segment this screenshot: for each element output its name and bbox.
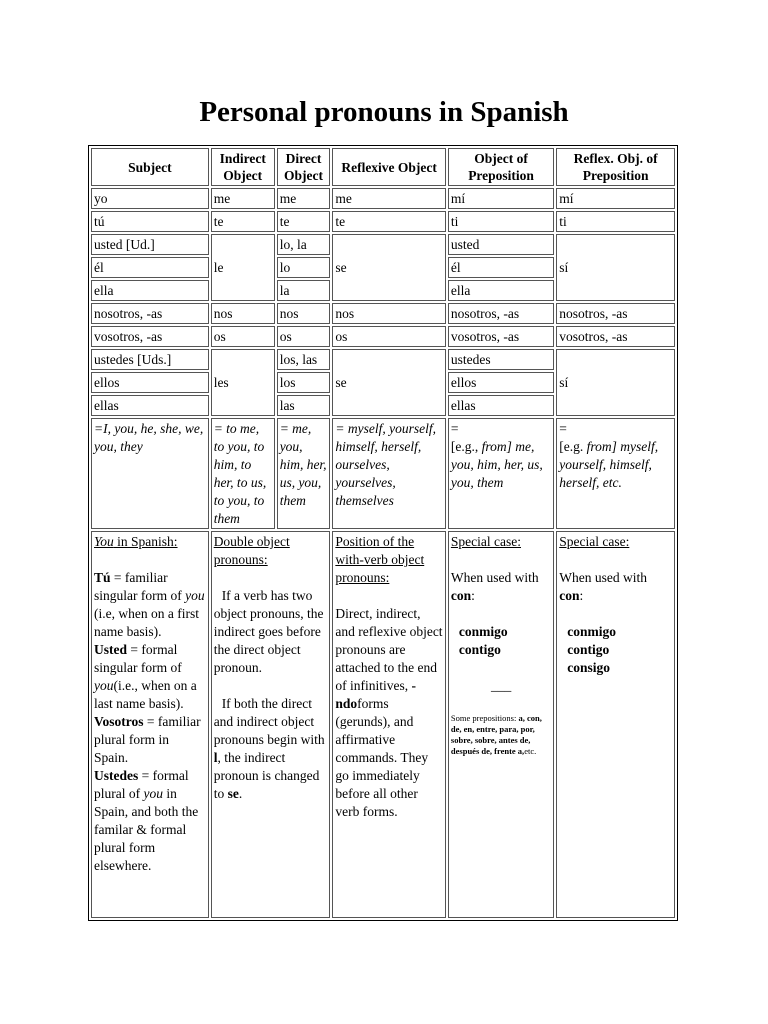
translation-direct: = me, you, him, her, us, you, them [277, 418, 331, 529]
note-you-in-spanish [91, 531, 209, 918]
table-cell: usted [448, 234, 554, 255]
header-direct-object: Direct Object [277, 148, 331, 186]
table-cell: le [211, 234, 275, 301]
table-cell: nos [277, 303, 331, 324]
eg-text: [e.g. [559, 439, 587, 454]
table-cell: sí [556, 234, 675, 301]
note-text: When used with [450, 570, 539, 585]
table-cell: los, las [277, 349, 331, 370]
note-text: you [185, 588, 205, 603]
table-cell: ustedes [448, 349, 554, 370]
table-cell: os [211, 326, 275, 347]
table-cell: ella [91, 280, 209, 301]
table-cell: ti [556, 211, 675, 232]
note-text: forms (gerunds), and affirmative commands. They go immediately before all other verb forms. [335, 696, 429, 819]
table-cell: ellos [448, 372, 554, 393]
table-cell: nosotros, -as [448, 303, 554, 324]
note-text: l [213, 750, 218, 765]
note-text: = familiar plural form in Spain. [94, 714, 201, 765]
eg-text: [e.g., [450, 439, 482, 454]
table-row-vosotros [91, 326, 675, 347]
note-form: contigo [458, 642, 501, 657]
translation-preposition [448, 418, 554, 529]
table-row-nosotros [91, 303, 675, 324]
note-heading-text: in Spanish: [113, 534, 178, 549]
table-cell: nos [332, 303, 446, 324]
note-text: in Spain, and both the familar & formal plural form elsewhere. [94, 786, 199, 873]
note-text: (i.e., when on a last name basis). [94, 678, 197, 711]
note-text: = formal singular form of [94, 642, 182, 675]
reflex-preposition-translation-text: ] myself, yourself, himself, herself, etc. [559, 439, 659, 490]
table-cell: las [277, 395, 331, 416]
note-form: contigo [567, 642, 610, 657]
table-cell: te [332, 211, 446, 232]
table-row-tu [91, 211, 675, 232]
note-form: conmigo [458, 624, 508, 639]
note-text: . [238, 786, 243, 801]
table-cell: ellas [448, 395, 554, 416]
page-title: Personal pronouns in Spanish [199, 96, 569, 128]
note-heading: Position of the with-verb object pronouns: [335, 534, 425, 585]
header-reflexive-object: Reflexive Object [332, 148, 446, 186]
header-row [91, 148, 675, 186]
table-row-ustedes [91, 349, 675, 370]
note-text: (i.e, when on a first name basis). [94, 606, 199, 639]
note-text: If a verb has two object pronouns, the indirect goes before the direct object pronoun. [213, 588, 324, 675]
table-cell: lo [277, 257, 331, 278]
header-indirect-object: Indirect Object [211, 148, 275, 186]
note-position [332, 531, 446, 918]
note-heading: Double object pronouns: [213, 534, 290, 567]
table-cell: te [211, 211, 275, 232]
note-text: you [143, 786, 163, 801]
table-cell: mí [448, 188, 554, 209]
note-text: : [471, 588, 475, 603]
table-row-usted [91, 234, 675, 255]
table-cell: vosotros, -as [556, 326, 675, 347]
equals-sign: = [450, 421, 459, 436]
table-cell: nos [211, 303, 275, 324]
table-cell: me [277, 188, 331, 209]
usted-label: Usted [94, 642, 127, 657]
table-cell: los [277, 372, 331, 393]
table-cell: se [332, 234, 446, 301]
table-cell: os [332, 326, 446, 347]
translation-indirect: = to me, to you, to him, to her, to us, to you, to them [211, 418, 275, 529]
pronoun-table [88, 145, 678, 921]
table-row-yo [91, 188, 675, 209]
translation-row [91, 418, 675, 529]
table-cell: ellos [91, 372, 209, 393]
note-heading: Special case: [559, 534, 630, 549]
table-cell: ellas [91, 395, 209, 416]
table-cell: vosotros, -as [91, 326, 209, 347]
note-text: , the indirect pronoun is changed to [213, 750, 320, 801]
note-text: : [579, 588, 584, 603]
table-cell: vosotros, -as [448, 326, 554, 347]
header-object-of-preposition: Object of Preposition [448, 148, 554, 186]
translation-subject: =I, you, he, she, we, you, they [91, 418, 209, 529]
header-subject: Subject [91, 148, 209, 186]
note-text: con [450, 588, 472, 603]
note-text: con [559, 588, 580, 603]
note-text: = familiar singular form of [94, 570, 186, 603]
table-cell: ti [448, 211, 554, 232]
header-reflex-obj-of-preposition: Reflex. Obj. of Preposition [556, 148, 675, 186]
table-cell: nosotros, -as [91, 303, 209, 324]
note-text: a, con, de, en, entre, para, por, sobre, sobre, antes de, después de, frente a, [450, 713, 542, 756]
vosotros-label: Vosotros [94, 714, 144, 729]
table-cell: sí [556, 349, 675, 416]
note-text: you [94, 678, 114, 693]
note-special-case-preposition [448, 531, 554, 918]
table-cell: nosotros, -as [556, 303, 675, 324]
note-form: conmigo [567, 624, 616, 639]
note-special-case-reflexive [556, 531, 675, 918]
note-double-object [211, 531, 331, 918]
table-cell: la [277, 280, 331, 301]
note-text: = formal plural of [94, 768, 189, 801]
note-heading: Special case: [450, 534, 521, 549]
tu-label: Tú [94, 570, 111, 585]
table-cell: os [277, 326, 331, 347]
table-cell: yo [91, 188, 209, 209]
note-heading-you: You [94, 534, 114, 549]
table-cell: ustedes [Uds.] [91, 349, 209, 370]
divider: ___ [490, 678, 512, 693]
prepositions-note [451, 713, 551, 757]
note-text: etc. [524, 746, 537, 756]
note-text: Some prepositions: [450, 713, 519, 723]
table-cell: él [448, 257, 554, 278]
table-cell: él [91, 257, 209, 278]
table-cell: me [211, 188, 275, 209]
table-cell: te [277, 211, 331, 232]
translation-reflexive: = myself, yourself, himself, herself, ourselves, yourselves, themselves [332, 418, 446, 529]
equals-sign: = [559, 421, 567, 436]
ustedes-label: Ustedes [94, 768, 139, 783]
from-text: from [586, 439, 612, 454]
note-text: Direct, indirect, and reflexive object pronouns are attached to the end of infinitives, [335, 606, 443, 693]
table-cell: lo, la [277, 234, 331, 255]
table-cell: mí [556, 188, 675, 209]
from-text: from [481, 439, 507, 454]
note-text: When used with [559, 570, 647, 585]
note-text: se [227, 786, 239, 801]
table-cell: me [332, 188, 446, 209]
table-cell: les [211, 349, 275, 416]
preposition-translation-text: ] me, you, him, her, us, you, them [450, 439, 543, 490]
table-cell: tú [91, 211, 209, 232]
table-cell: usted [Ud.] [91, 234, 209, 255]
note-form: consigo [567, 660, 610, 675]
note-text: -ndo [335, 678, 416, 711]
table-cell: se [332, 349, 446, 416]
notes-row [91, 531, 675, 918]
table-cell: ella [448, 280, 554, 301]
translation-reflex-preposition [556, 418, 675, 529]
note-text: If both the direct and indirect object pronouns begin with [213, 696, 325, 747]
